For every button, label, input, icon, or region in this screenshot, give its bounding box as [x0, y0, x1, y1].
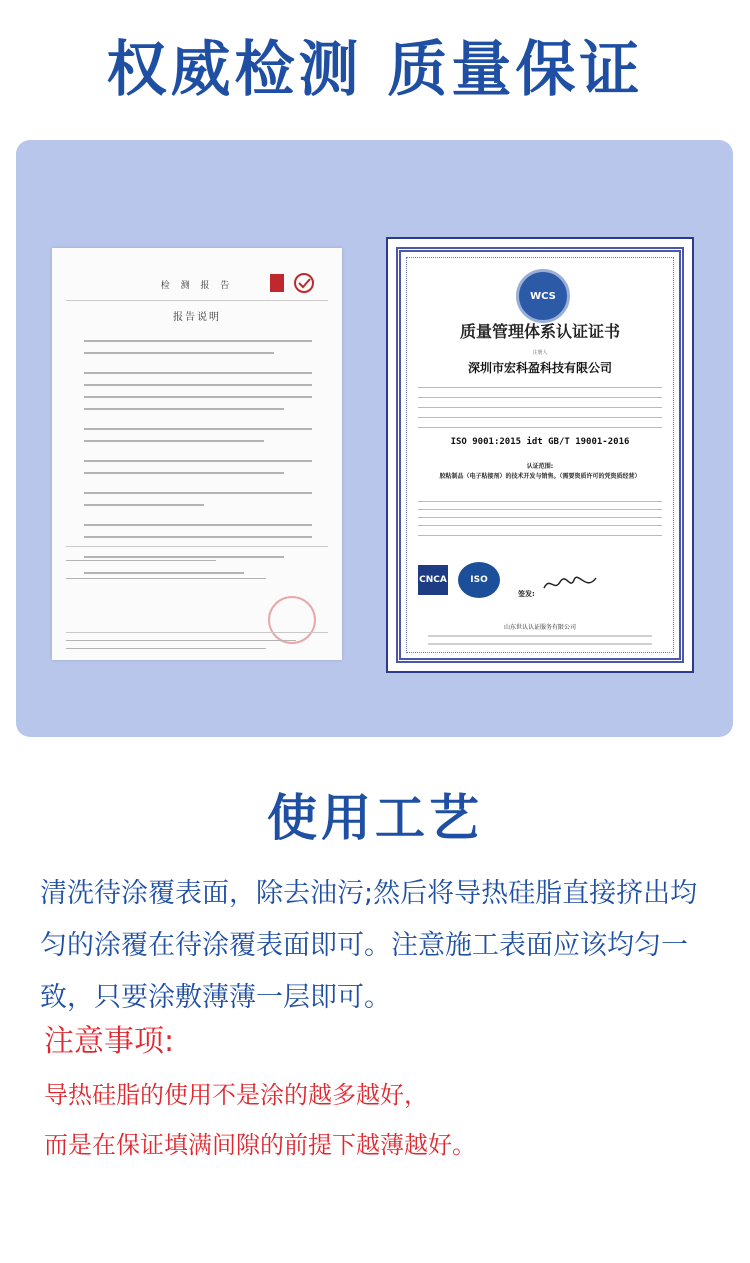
report-text-line	[84, 352, 274, 354]
report-stamp-icon	[268, 596, 316, 644]
report-text-line	[84, 524, 312, 526]
notes-text	[44, 1070, 476, 1170]
report-text-line	[84, 572, 244, 574]
report-text-line	[84, 492, 312, 494]
report-text-line	[84, 440, 264, 442]
report-text-line	[84, 556, 284, 558]
report-footer-line	[66, 648, 266, 649]
report-text-line	[84, 396, 312, 398]
report-text-line	[84, 504, 204, 506]
report-divider	[66, 300, 328, 301]
certificate-sign-label: 签发:	[518, 590, 535, 598]
report-text-line	[84, 536, 312, 538]
certificate-detail-line	[418, 509, 662, 510]
certificate-registrant-label: 注册人	[532, 350, 548, 356]
certificate-issuer-line	[428, 635, 652, 637]
notes-title: 注意事项:	[44, 1024, 175, 1059]
report-logo-icon	[270, 272, 316, 294]
certificate-detail-line	[418, 407, 662, 408]
report-text-line	[84, 340, 312, 342]
certificate-standard: ISO 9001:2015 idt GB/T 19001-2016	[450, 437, 630, 447]
notes-line-1: 导热硅脂的使用不是涂的越多越好，	[44, 1081, 428, 1109]
quality-certificate-image	[386, 237, 694, 673]
signature-icon	[540, 572, 600, 596]
certificate-detail-line	[418, 501, 662, 502]
certificate-detail-line	[418, 427, 662, 428]
page-title: 权威检测 质量保证	[106, 35, 644, 105]
certificate-detail-line	[418, 517, 662, 518]
report-contact-line	[66, 578, 266, 579]
certificate-detail-line	[418, 397, 662, 398]
certificate-detail-line	[418, 387, 662, 388]
certificate-issuer: 山东世认认证服务有限公司	[503, 624, 576, 631]
certificate-scope-label: 认证范围:	[526, 463, 554, 470]
notes-line-2: 而是在保证填满间隙的前提下越薄越好。	[44, 1131, 476, 1159]
report-text-line	[84, 472, 284, 474]
report-divider	[66, 546, 328, 547]
process-title: 使用工艺	[267, 789, 483, 847]
certificate-company: 深圳市宏科盈科技有限公司	[467, 361, 612, 375]
certificate-detail-line	[418, 525, 662, 526]
certificate-detail-line	[418, 535, 662, 536]
report-footer-line	[66, 640, 296, 641]
report-text-line	[84, 460, 312, 462]
certificate-scope: 胶粘制品（电子粘接剂）的技术开发与销售。（需要资质许可的凭资质经营）	[439, 473, 641, 480]
report-heading: 报告说明	[173, 312, 221, 323]
report-contact-line	[66, 560, 216, 561]
report-title: 检 测 报 告	[160, 281, 234, 291]
report-text-line	[84, 408, 284, 410]
certificate-issuer-line	[428, 643, 652, 645]
report-text-line	[84, 428, 312, 430]
process-description: 清洗待涂覆表面，除去油污;然后将导热硅脂直接挤出均匀的涂覆在待涂覆表面即可。注意施工表面应该均匀一致，只要涂敷薄薄一层即可。	[40, 878, 698, 1013]
certificate-title: 质量管理体系认证证书	[459, 322, 620, 341]
report-text-line	[84, 372, 312, 374]
test-report-image	[52, 248, 342, 660]
iso-seal-icon: ISO	[458, 562, 500, 598]
cnca-seal-icon: CNCA	[418, 565, 448, 595]
report-text-line	[84, 384, 312, 386]
certificate-detail-line	[418, 417, 662, 418]
wcs-logo-icon: WCS	[516, 269, 570, 323]
report-divider	[66, 632, 328, 633]
